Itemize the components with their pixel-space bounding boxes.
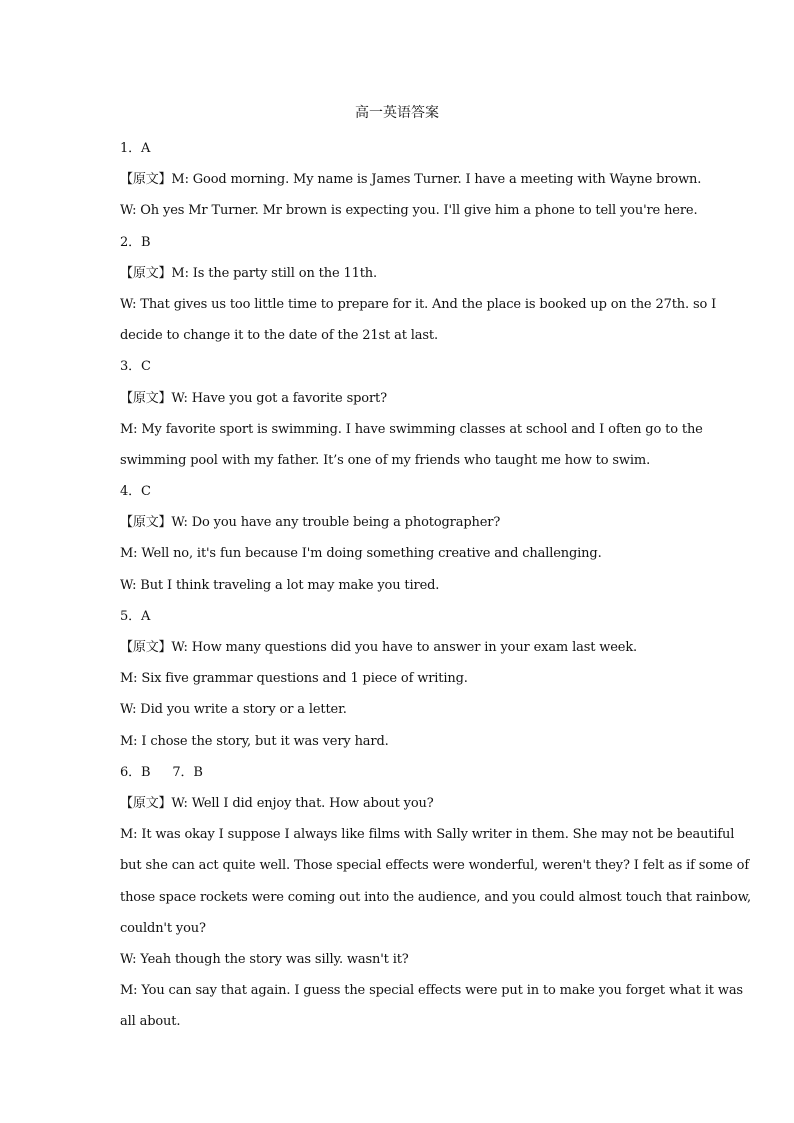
- transcript-tag: 【原文】: [120, 795, 172, 811]
- transcript-text: M: Well no, it's fun because I'm doing something creative and challenging.: [120, 546, 602, 562]
- transcript-tag: 【原文】: [120, 515, 172, 531]
- transcript-line: [120, 788, 680, 819]
- answer-label: 7．B: [172, 764, 203, 780]
- answer-content: [120, 133, 752, 1037]
- transcript-text: swimming pool with my father. It’s one of my friends who taught me how to swim.: [120, 452, 651, 468]
- transcript-line: [120, 913, 680, 944]
- transcript-text: W: That gives us too little time to prepare for it. And the place is booked up on the 27th. so I: [120, 296, 717, 312]
- transcript-text: W: Yeah though the story was silly. wasn't it?: [120, 951, 409, 967]
- transcript-line: [120, 414, 703, 445]
- answer-label: 6．B: [120, 764, 151, 780]
- answer-number: [120, 757, 680, 788]
- transcript-text: M: It was okay I suppose I always like films with Sally writer in them. She may not be beautiful: [120, 827, 735, 843]
- transcript-line: [120, 663, 680, 694]
- answer-number: [120, 133, 680, 164]
- transcript-text: M: Good morning. My name is James Turner. I have a meeting with Wayne brown.: [171, 172, 702, 188]
- transcript-text: M: I chose the story, but it was very hard.: [120, 733, 389, 749]
- transcript-text: W: Have you got a favorite sport?: [171, 390, 387, 406]
- transcript-line: [120, 258, 680, 289]
- answer-number: [120, 476, 680, 507]
- transcript-tag: 【原文】: [120, 265, 172, 281]
- transcript-text: W: Oh yes Mr Turner. Mr brown is expecting you. I'll give him a phone to tell you're here.: [120, 203, 698, 219]
- transcript-line: [120, 538, 680, 569]
- transcript-text: M: You can say that again. I guess the special effects were put in to make you forget what it was: [120, 983, 743, 999]
- answer-label: 3．C: [120, 359, 151, 375]
- transcript-line: [120, 507, 680, 538]
- transcript-text: M: Is the party still on the 11th.: [171, 265, 378, 281]
- transcript-text: W: Well I did enjoy that. How about you?: [171, 795, 434, 811]
- page-title: 高一英语答案: [355, 105, 439, 121]
- transcript-text: W: Do you have any trouble being a photographer?: [171, 515, 501, 531]
- transcript-tag: 【原文】: [120, 640, 172, 655]
- transcript-tag: 【原文】: [120, 172, 172, 188]
- answer-number: [120, 227, 680, 258]
- transcript-line: [120, 975, 743, 1006]
- transcript-text: all about.: [120, 1014, 181, 1030]
- transcript-line: [120, 289, 717, 320]
- transcript-text: M: My favorite sport is swimming. I have swimming classes at school and I often go to the: [120, 421, 703, 437]
- transcript-line: [120, 570, 680, 601]
- transcript-text: W: How many questions did you have to answer in your exam last week.: [171, 640, 638, 655]
- transcript-text: W: But I think traveling a lot may make you tired.: [120, 577, 440, 593]
- transcript-line: [120, 819, 735, 850]
- transcript-text: W: Did you write a story or a letter.: [120, 702, 347, 718]
- transcript-text: those space rockets were coming out into the audience, and you could almost touch that rainbow,: [120, 889, 752, 905]
- transcript-line: [120, 164, 702, 195]
- answer-label: 2．B: [120, 234, 151, 250]
- transcript-text: couldn't you?: [120, 920, 206, 936]
- transcript-text: but she can act quite well. Those special effects were wonderful, weren't they? I felt as if some of: [120, 858, 750, 874]
- answer-label: 4．C: [120, 484, 151, 500]
- answer-number: [120, 351, 680, 382]
- transcript-line: [120, 195, 698, 226]
- transcript-line: [120, 944, 680, 975]
- transcript-line: [120, 1006, 680, 1037]
- transcript-line: [120, 632, 680, 663]
- transcript-line: [120, 383, 680, 414]
- transcript-line: [120, 694, 680, 725]
- transcript-line: [120, 320, 680, 351]
- transcript-tag: 【原文】: [120, 390, 172, 406]
- transcript-text: decide to change it to the date of the 21st at last.: [120, 328, 438, 344]
- transcript-line: [120, 726, 680, 757]
- transcript-line: [120, 882, 752, 913]
- answer-label: 5．A: [120, 608, 151, 624]
- transcript-text: M: Six five grammar questions and 1 piece of writing.: [120, 671, 468, 687]
- answer-number: [120, 601, 680, 632]
- answer-label: 1．A: [120, 141, 151, 156]
- transcript-line: [120, 850, 750, 881]
- transcript-line: [120, 445, 680, 476]
